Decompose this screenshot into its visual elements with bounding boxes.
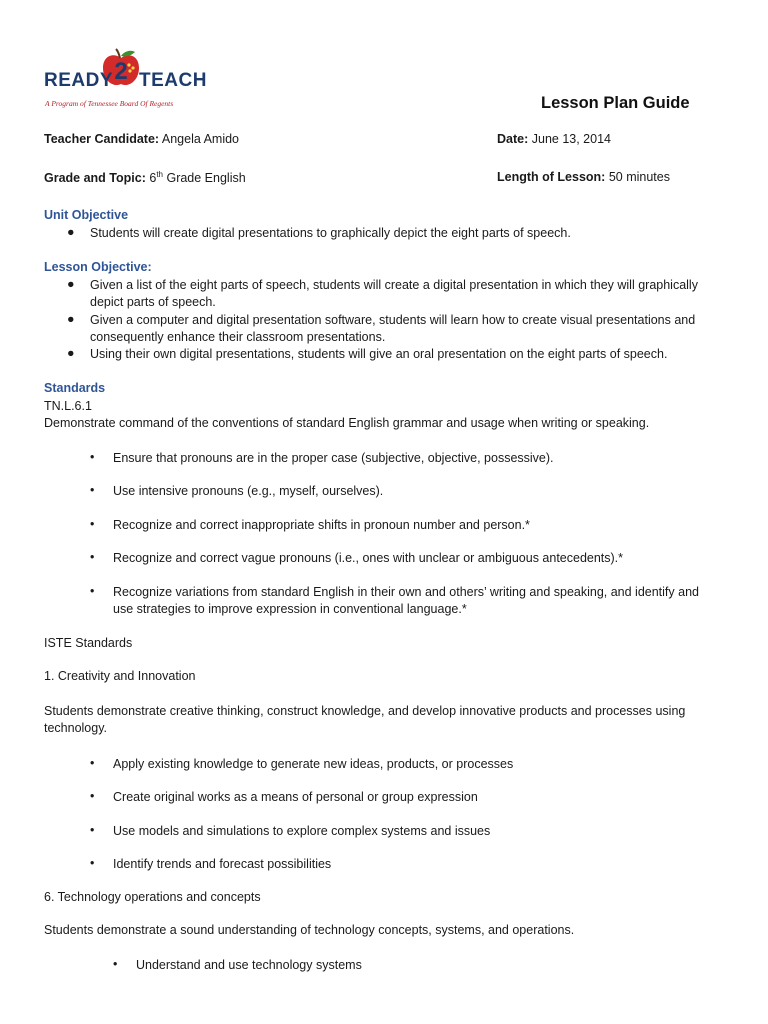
list-item: Use models and simulations to explore complex systems and issues bbox=[113, 824, 491, 838]
list-item: Identify trends and forecast possibilities bbox=[113, 857, 332, 871]
bullet-icon: ● bbox=[67, 312, 75, 326]
list-item: Given a computer and digital presentation software, students will learn how to create visual presentations and consequently enhance their classroom presentations. bbox=[90, 313, 696, 344]
standard-code: TN.L.6.1 bbox=[44, 399, 92, 413]
list-item: Recognize and correct vague pronouns (i.e., ones with unclear or ambiguous antecedents).* bbox=[113, 551, 624, 565]
bullet-icon: • bbox=[90, 483, 95, 497]
bullet-icon: ● bbox=[67, 225, 75, 239]
lesson-objective-heading: Lesson Objective: bbox=[44, 260, 152, 274]
standards-heading: Standards bbox=[44, 381, 106, 395]
iste-section-1-description: Students demonstrate creative thinking, construct knowledge, and develop innovative products and processes using technology. bbox=[44, 704, 686, 735]
iste-section-1-title: 1. Creativity and Innovation bbox=[44, 669, 196, 683]
logo-wordmark: READY TEACH bbox=[44, 70, 207, 91]
svg-text:2: 2 bbox=[114, 58, 128, 85]
ready2teach-logo bbox=[44, 44, 207, 116]
list-item: Students will create digital presentations to graphically depict the eight parts of speech. bbox=[90, 226, 571, 240]
bullet-icon: • bbox=[90, 550, 95, 564]
bullet-icon: • bbox=[90, 584, 95, 598]
lesson-length: Length of Lesson: 50 minutes bbox=[497, 170, 670, 184]
lesson-date: Date: June 13, 2014 bbox=[497, 132, 611, 146]
bullet-icon: • bbox=[90, 856, 95, 870]
bullet-icon: ● bbox=[67, 277, 75, 291]
bullet-icon: • bbox=[90, 823, 95, 837]
teacher-candidate: Teacher Candidate: Angela Amido bbox=[44, 132, 240, 146]
list-item: Understand and use technology systems bbox=[136, 958, 362, 972]
list-item: Given a list of the eight parts of speech, students will create a digital presentation in which they will graphically depict parts of speech. bbox=[90, 278, 698, 309]
list-item: Using their own digital presentations, students will give an oral presentation on the eight parts of speech. bbox=[90, 347, 668, 361]
iste-section-6-title: 6. Technology operations and concepts bbox=[44, 890, 261, 904]
list-item: Recognize and correct inappropriate shifts in pronoun number and person.* bbox=[113, 518, 530, 532]
bullet-icon: • bbox=[90, 789, 95, 803]
bullet-icon: • bbox=[113, 957, 118, 971]
list-item: Create original works as a means of personal or group expression bbox=[113, 790, 478, 804]
grade-topic: Grade and Topic: 6th Grade English bbox=[44, 170, 246, 186]
bullet-icon: • bbox=[90, 517, 95, 531]
list-item: Ensure that pronouns are in the proper case (subjective, objective, possessive). bbox=[113, 451, 554, 465]
logo-subtitle: A Program of Tennessee Board Of Regents bbox=[45, 99, 174, 108]
bullet-icon: • bbox=[90, 756, 95, 770]
bullet-icon: ● bbox=[67, 346, 75, 360]
standard-description: Demonstrate command of the conventions of standard English grammar and usage when writing or speaking. bbox=[44, 416, 650, 430]
unit-objective-heading: Unit Objective bbox=[44, 208, 129, 222]
iste-heading: ISTE Standards bbox=[44, 636, 133, 650]
list-item: Apply existing knowledge to generate new ideas, products, or processes bbox=[113, 757, 514, 771]
iste-section-6-description: Students demonstrate a sound understanding of technology concepts, systems, and operations. bbox=[44, 923, 575, 937]
list-item: Use intensive pronouns (e.g., myself, ourselves). bbox=[113, 484, 384, 498]
page-title: Lesson Plan Guide bbox=[541, 94, 690, 112]
list-item: Recognize variations from standard English in their own and others’ writing and speaking, and identify and use strategies to improve expression in conventional language.* bbox=[113, 585, 699, 616]
bullet-icon: • bbox=[90, 450, 95, 464]
